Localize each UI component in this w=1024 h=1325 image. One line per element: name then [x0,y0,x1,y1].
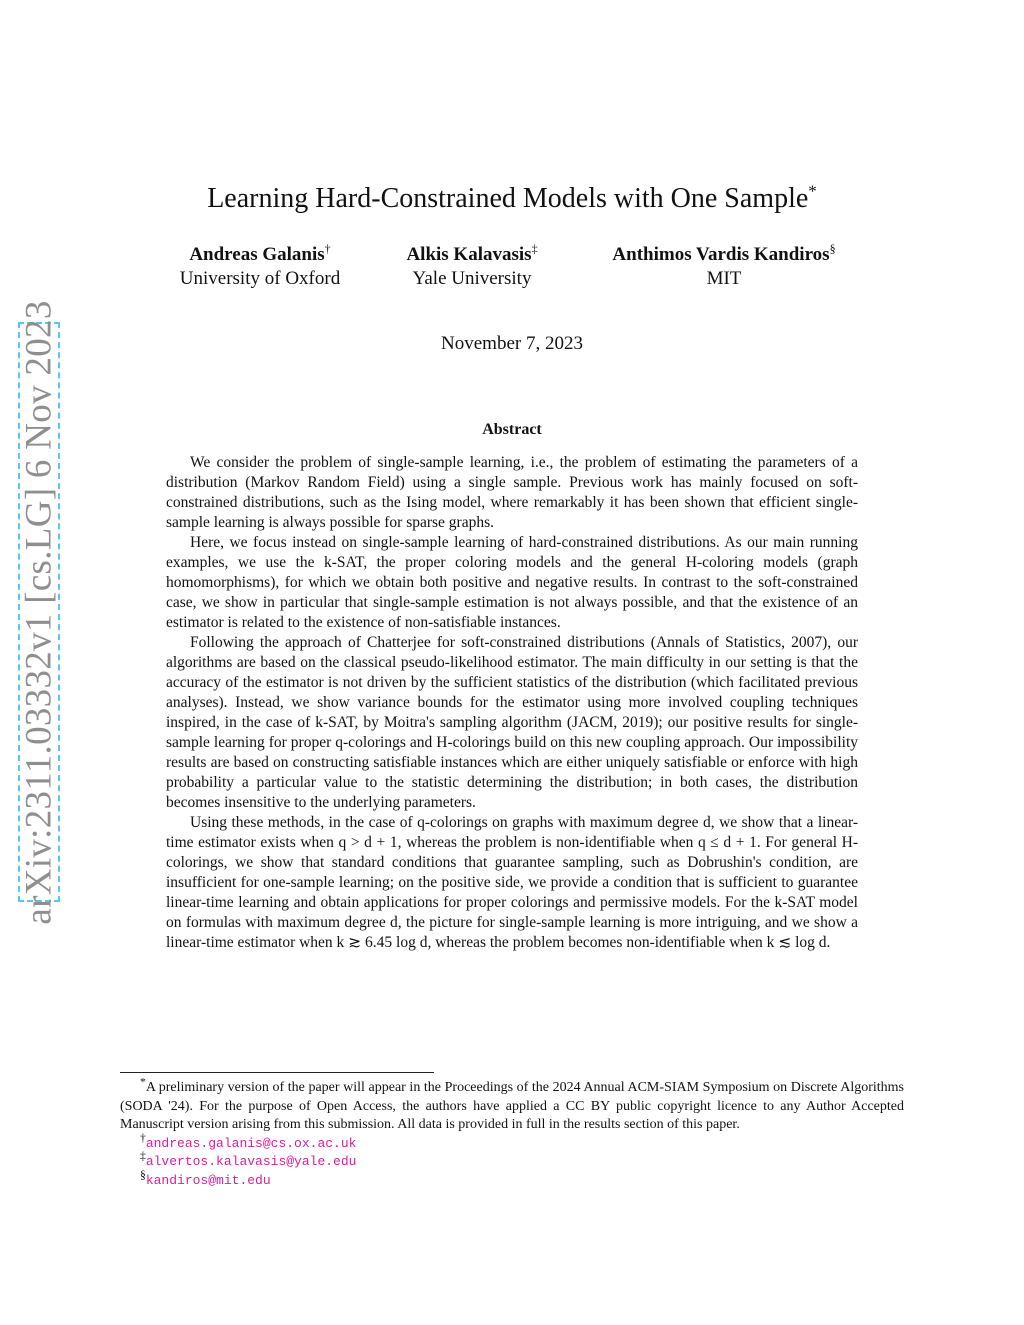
author-2 [392,241,552,290]
abstract-heading: Abstract [482,421,542,438]
email-link[interactable]: alvertos.kalavasis@yale.edu [145,1154,357,1169]
arxiv-stamp-text: arXiv:2311.03332v1 [cs.LG] 6 Nov 2023 [18,299,60,925]
footnotes [120,1075,904,1190]
email-link[interactable]: andreas.galanis@cs.ox.ac.uk [145,1135,357,1151]
title-text: Learning Hard-Constrained Models with One Sample [207,183,809,214]
paper-date: November 7, 2023 [441,333,583,354]
author-name: Anthimos Vardis Kandiros§ [612,241,836,265]
footnote-rule [120,1072,434,1073]
author-affiliation: University of Oxford [179,268,341,289]
abstract-paragraph: Following the approach of Chatterjee for soft-constrained distributions (Annals of Statistics, 2007), our algorithms are based on the classical pseudo-likelihood estimator. The main difficulty in our setting is that the accuracy of the estimator is not driven by the sufficient statistics of the distribution (which facilitated previous analyses). Instead, we show variance bounds for the estimator using more involved coupling techniques inspired, in the case of k-SAT, by Moitra's sampling algorithm (JACM, 2019); our positive results for single-sample learning for proper q-colorings and H-colorings build on this new coupling approach. Our impossibility results are based on constructing satisfiable instances which are either uniquely satisfiable or enforce with high probability a particular value to the statistic determining the distribution; in both cases, the distribution becomes insensitive to the underlying parameters. [166,634,858,811]
email-link[interactable]: kandiros@mit.edu [145,1172,271,1188]
author-3 [586,241,862,290]
footnote-email-3: §kandiros@mit.edu [140,1167,271,1188]
author-name: Alkis Kalavasis‡ [406,241,538,265]
arxiv-stamp [18,299,60,925]
abstract-body [166,453,858,953]
title-footnote-mark: * [808,181,817,201]
footnote-main: *A preliminary version of the paper will appear in the Proceedings of the 2024 Annual ACM-SIAM Symposium on Discrete Algorithms (SODA '24). For the purpose of Open Access, the authors have applied a CC BY public copyright licence to any Author Accepted Manuscript version arising from this submission. All data is provided in full in the results section of this paper. [120,1075,904,1132]
author-block [0,241,1024,304]
footnote-email-2: ‡alvertos.kalavasis@yale.edu [140,1149,357,1169]
author-1 [168,241,352,290]
author-affiliation: Yale University [412,268,532,289]
author-affiliation: MIT [706,268,742,289]
paper-title [0,183,1024,215]
abstract-paragraph: We consider the problem of single-sample learning, i.e., the problem of estimating the parameters of a distribution (Markov Random Field) using a single sample. Previous work has mainly focused on soft-constrained distributions, such as the Ising model, where remarkably it has been shown that efficient single-sample learning is always possible for sparse graphs. [166,454,858,531]
author-name: Andreas Galanis† [189,241,331,265]
footnote-email-1: †andreas.galanis@cs.ox.ac.uk [140,1130,357,1151]
abstract-paragraph: Here, we focus instead on single-sample learning of hard-constrained distributions. As our main running examples, we use the k-SAT, the proper coloring models and the general H-coloring models (graph homomorphisms), for which we obtain both positive and negative results. In contrast to the soft-constrained case, we show in particular that single-sample estimation is not always possible, and that the existence of an estimator is related to the existence of non-satisfiable instances. [166,534,858,631]
abstract-paragraph: Using these methods, in the case of q-colorings on graphs with maximum degree d, we show that a linear-time estimator exists when q > d + 1, whereas the problem is non-identifiable when q ≤ d + 1. For general H-colorings, we show that standard conditions that guarantee sampling, such as Dobrushin's condition, are insufficient for one-sample learning; on the positive side, we provide a condition that is sufficient to guarantee linear-time learning and obtain applications for proper colorings and permissive models. For the k-SAT model on formulas with maximum degree d, the picture for single-sample learning is more intriguing, and we show a linear-time estimator when k ≳ 6.45 log d, whereas the problem becomes non-identifiable when k ≲ log d. [166,814,858,951]
